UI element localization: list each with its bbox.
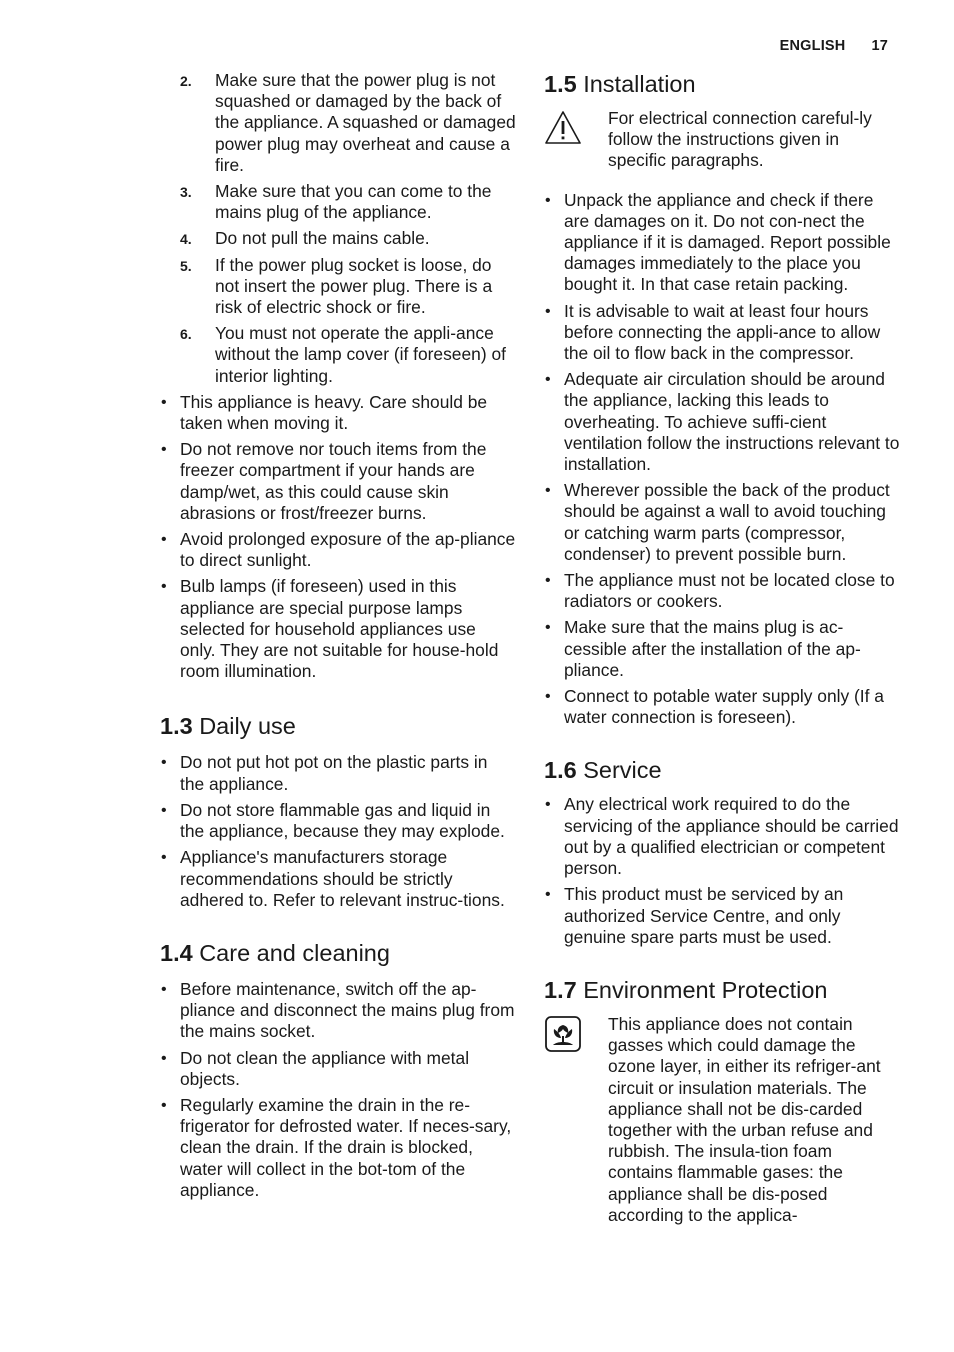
section-heading-care-cleaning: [160, 939, 516, 967]
section-heading-environment: [544, 976, 900, 1004]
daily-use-list: [160, 752, 516, 910]
care-cleaning-list: [160, 979, 516, 1201]
bullet-text: Avoid prolonged exposure of the ap-pliance to direct sunlight.: [180, 529, 516, 571]
bullet-text: Any electrical work required to do the servicing of the appliance should be carried out by a qualified electrician or competent person.: [564, 794, 899, 879]
bullet-icon: •: [161, 578, 167, 596]
list-item: [160, 752, 516, 794]
bullet-icon: •: [161, 801, 167, 819]
bullet-icon: •: [545, 619, 551, 637]
item-number: 6.: [180, 326, 192, 343]
bullet-text: Do not store flammable gas and liquid in the appliance, because they may explode.: [180, 799, 505, 842]
section-number: 1.4: [160, 939, 193, 966]
installation-list: [544, 190, 900, 729]
list-item: [160, 847, 516, 911]
numbered-list: [160, 70, 516, 387]
list-item: [544, 190, 900, 296]
section-title: Daily use: [199, 713, 296, 740]
list-item: [160, 529, 516, 571]
section-title: Care and cleaning: [199, 939, 390, 966]
left-column: [160, 70, 516, 1206]
item-text: If the power plug socket is loose, do not insert the power plug. There is a risk of electric shock or fire.: [215, 254, 493, 318]
bullet-text: Make sure that the mains plug is ac-cessible after the installation of the ap-pliance.: [564, 617, 861, 680]
bullet-icon: •: [161, 1096, 167, 1114]
list-item: [544, 570, 900, 612]
bullet-icon: •: [545, 572, 551, 590]
section-title: Installation: [583, 71, 696, 97]
safety-bullet-list: [160, 392, 516, 683]
list-item: [160, 800, 516, 842]
section-number: 1.3: [160, 713, 193, 740]
bullet-icon: •: [161, 980, 167, 998]
list-item: [160, 70, 516, 176]
item-text: Do not pull the mains cable.: [215, 228, 430, 249]
list-item: [544, 301, 900, 365]
bullet-text: Regularly examine the drain in the re-frigerator for defrosted water. If neces-sary, clean the drain. If the drain is blocked, water will collect in the bot-tom of the appliance.: [180, 1094, 512, 1200]
list-item: [160, 255, 516, 319]
service-list: [544, 794, 900, 947]
item-number: 2.: [180, 73, 192, 89]
section-title: Environment Protection: [583, 976, 828, 1003]
section-heading-installation: [544, 70, 900, 98]
list-item: [160, 1095, 516, 1201]
bullet-icon: •: [545, 796, 551, 814]
list-item: [160, 181, 516, 223]
list-item: [160, 439, 516, 524]
list-item: [544, 794, 900, 879]
bullet-text: Do not remove nor touch items from the freezer compartment if your hands are damp/wet, as this could cause skin abrasions or frost/freezer burns.: [180, 439, 487, 523]
page-number: 17: [871, 38, 888, 54]
section-heading-service: [544, 756, 900, 784]
bullet-icon: •: [161, 849, 167, 867]
bullet-icon: •: [545, 191, 551, 209]
bullet-icon: •: [545, 482, 551, 500]
section-heading-daily-use: [160, 712, 516, 740]
item-number: 3.: [180, 184, 192, 201]
bullet-text: Bulb lamps (if foreseen) used in this appliance are special purpose lamps selected for household appliances use only. They are not suitable for house-hold room illumination.: [180, 576, 499, 682]
section-number: 1.6: [544, 757, 577, 784]
item-text: Make sure that you can come to the mains plug of the appliance.: [215, 181, 492, 223]
bullet-text: Adequate air circulation should be around the appliance, lacking this leads to overheating. To achieve suffi-cient ventilation follow the instructions relevant to installation.: [564, 369, 900, 475]
section-title: Service: [583, 757, 662, 784]
bullet-text: Do not put hot pot on the plastic parts in the appliance.: [180, 752, 488, 794]
right-column: [544, 70, 900, 1226]
bullet-icon: •: [545, 688, 551, 706]
warning-text: For electrical connection careful-ly follow the instructions given in specific paragraphs.: [608, 108, 872, 171]
environment-text: This appliance does not contain gasses which could damage the ozone layer, in either its refriger-ant circuit or insulation materials. The appliance shall not be dis-carded together with the urban refuse and rubbish. The insula-tion foam contains flammable gases: the appliance shall be dis-posed according to the applica-: [608, 1013, 881, 1225]
bullet-icon: •: [545, 886, 551, 904]
bullet-icon: •: [161, 754, 167, 772]
bullet-text: This product must be serviced by an authorized Service Centre, and only genuine spare parts must be used.: [564, 884, 844, 947]
item-text: You must not operate the appli-ance without the lamp cover (if foreseen) of interior lighting.: [215, 323, 506, 386]
bullet-icon: •: [545, 371, 551, 389]
list-item: [544, 617, 900, 681]
list-item: [160, 576, 516, 682]
bullet-text: Before maintenance, switch off the ap-pliance and disconnect the mains plug from the mains socket.: [180, 978, 515, 1042]
item-number: 4.: [180, 231, 192, 248]
section-number: 1.5: [544, 71, 577, 97]
bullet-icon: •: [161, 1049, 167, 1067]
item-number: 5.: [180, 257, 192, 274]
list-item: [160, 228, 516, 249]
list-item: [544, 686, 900, 728]
list-item: [160, 979, 516, 1043]
bullet-icon: •: [161, 393, 167, 411]
bullet-text: Do not clean the appliance with metal objects.: [180, 1047, 470, 1089]
language-label: ENGLISH: [779, 38, 846, 54]
environment-note: [544, 1014, 900, 1226]
environment-plant-icon: [544, 1014, 582, 1054]
list-item: [160, 323, 516, 387]
list-item: [544, 480, 900, 565]
list-item: [160, 1048, 516, 1090]
bullet-icon: •: [545, 302, 551, 320]
section-number: 1.7: [544, 976, 577, 1003]
bullet-icon: •: [161, 531, 167, 549]
bullet-text: Unpack the appliance and check if there are damages on it. Do not con-nect the appliance if it is damaged. Report possible damages immediately to the place you bought it. In that case retain packing.: [564, 189, 891, 295]
installation-warning: [544, 108, 900, 172]
bullet-text: Appliance's manufacturers storage recommendations should be strictly adhered to. Refer to relevant instruc-tions.: [180, 847, 505, 910]
list-item: [544, 369, 900, 475]
bullet-text: Connect to potable water supply only (If a water connection is foreseen).: [564, 686, 884, 728]
bullet-text: Wherever possible the back of the product should be against a wall to avoid touching or catching warm parts (compressor, condenser) to prevent possible burn.: [564, 480, 890, 564]
bullet-text: It is advisable to wait at least four hours before connecting the appli-ance to allow the oil to flow back in the compressor.: [564, 300, 881, 364]
page-header: [780, 38, 888, 54]
item-text: Make sure that the power plug is not squashed or damaged by the back of the appliance. A squashed or damaged power plug may overheat and cause a fire.: [215, 70, 516, 175]
list-item: [160, 392, 516, 434]
warning-triangle-icon: [544, 108, 582, 148]
bullet-icon: •: [161, 441, 167, 459]
list-item: [544, 884, 900, 948]
bullet-text: The appliance must not be located close to radiators or cookers.: [564, 570, 895, 612]
bullet-text: This appliance is heavy. Care should be taken when moving it.: [180, 391, 488, 434]
